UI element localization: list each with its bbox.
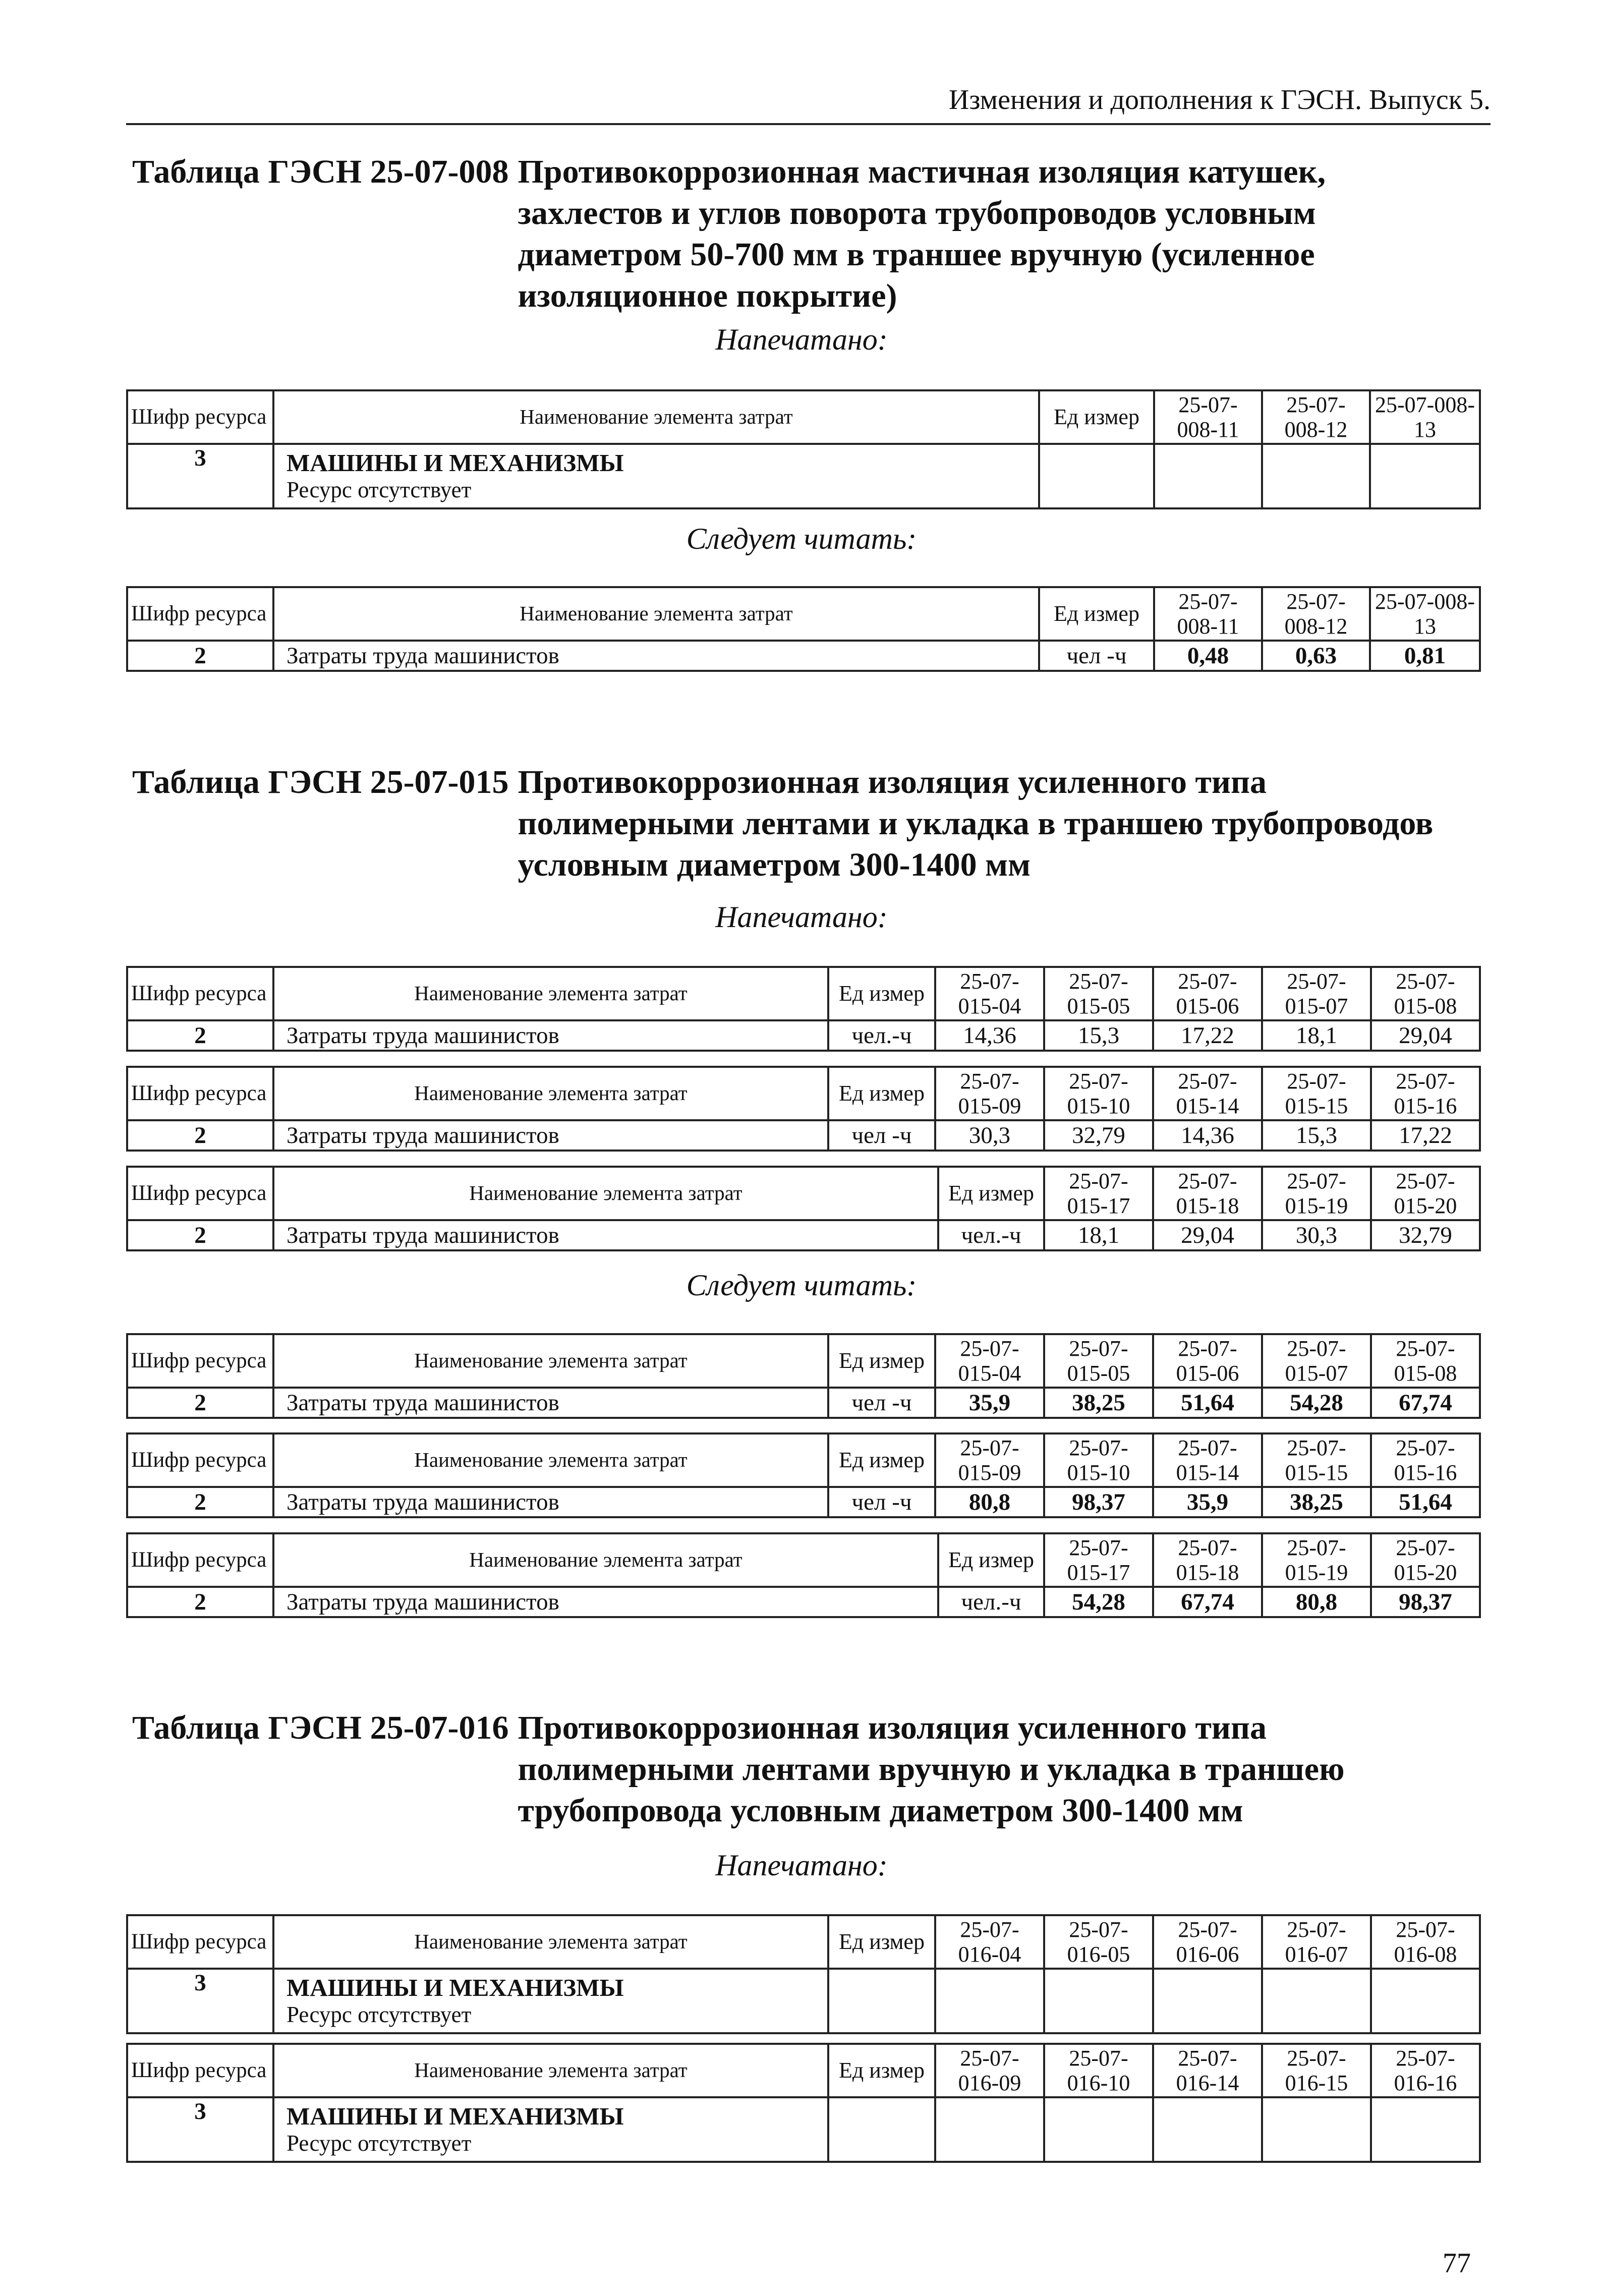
resource-code: 3 <box>127 444 273 508</box>
unit <box>828 2097 935 2162</box>
resource-note: Ресурс отсутствует <box>287 2131 472 2156</box>
table-row <box>127 1120 1480 1151</box>
col-norm-header: 25-07-015-18 <box>1153 1533 1262 1587</box>
value-cell <box>935 2097 1044 2162</box>
unit: чел.-ч <box>938 1220 1044 1250</box>
col-unit-header: Ед измер <box>938 1533 1044 1587</box>
value-cell: 67,74 <box>1153 1587 1262 1617</box>
resource-group-name: МАШИНЫ И МЕХАНИЗМЫ <box>287 449 624 477</box>
col-norm-header: 25-07-015-15 <box>1262 1067 1371 1120</box>
col-norm-header: 25-07-008-13 <box>1370 390 1480 444</box>
table-title-text: Противокоррозионная мастичная изоляция катушек, захлестов и углов поворота трубопроводов условным диаметром 50-700 мм в траншее вручную (усиленное изоляционное покрытие) <box>518 153 1326 314</box>
table-header-row <box>127 1334 1480 1388</box>
resource-table <box>126 966 1481 1052</box>
running-header: Изменения и дополнения к ГЭСН. Выпуск 5. <box>126 85 1491 125</box>
value-cell <box>1262 1969 1371 2033</box>
col-code-header: Шифр ресурса <box>127 1433 273 1487</box>
resource-code: 3 <box>127 2097 273 2162</box>
col-code-header: Шифр ресурса <box>127 1915 273 1969</box>
col-name-header: Наименование элемента затрат <box>273 1167 938 1220</box>
table-row <box>127 1020 1480 1051</box>
table-title-25-07-008 <box>132 151 1464 317</box>
resource-code: 2 <box>127 1388 273 1418</box>
col-code-header: Шифр ресурса <box>127 587 273 641</box>
table-header-row <box>127 390 1480 444</box>
value-cell: 29,04 <box>1371 1020 1480 1051</box>
resource-name-cell <box>273 2097 828 2162</box>
col-norm-header: 25-07-015-20 <box>1371 1167 1480 1220</box>
col-norm-header: 25-07-015-08 <box>1371 1334 1480 1388</box>
col-unit-header: Ед измер <box>938 1167 1044 1220</box>
col-norm-header: 25-07-015-10 <box>1044 1067 1153 1120</box>
col-norm-header: 25-07-015-07 <box>1262 967 1371 1020</box>
resource-code: 2 <box>127 1220 273 1250</box>
table-header-row <box>127 1433 1480 1487</box>
resource-code: 2 <box>127 1487 273 1517</box>
col-norm-header: 25-07-016-05 <box>1044 1915 1153 1969</box>
value-cell: 0,81 <box>1370 641 1480 671</box>
resource-code: 2 <box>127 641 273 671</box>
col-norm-header: 25-07-015-07 <box>1262 1334 1371 1388</box>
resource-note: Ресурс отсутствует <box>287 477 472 503</box>
table-row <box>127 1587 1480 1617</box>
resource-name: Затраты труда машинистов <box>273 641 1039 671</box>
resource-table <box>126 1914 1481 2034</box>
value-cell: 0,63 <box>1262 641 1370 671</box>
resource-code: 2 <box>127 1120 273 1151</box>
resource-code: 2 <box>127 1020 273 1051</box>
resource-table <box>126 389 1481 509</box>
value-cell <box>1153 1969 1262 2033</box>
col-norm-header: 25-07-015-14 <box>1153 1067 1262 1120</box>
resource-name-cell <box>273 1969 828 2033</box>
col-norm-header: 25-07-016-09 <box>935 2044 1044 2097</box>
col-norm-header: 25-07-015-19 <box>1262 1167 1371 1220</box>
resource-table <box>126 1166 1481 1251</box>
col-norm-header: 25-07-015-18 <box>1153 1167 1262 1220</box>
value-cell <box>1371 1969 1480 2033</box>
col-norm-header: 25-07-016-10 <box>1044 2044 1153 2097</box>
col-norm-header: 25-07-015-10 <box>1044 1433 1153 1487</box>
table-header-row <box>127 587 1480 641</box>
table-header-row <box>127 1533 1480 1587</box>
col-norm-header: 25-07-016-06 <box>1153 1915 1262 1969</box>
col-code-header: Шифр ресурса <box>127 2044 273 2097</box>
table-header-row <box>127 1915 1480 1969</box>
col-norm-header: 25-07-016-14 <box>1153 2044 1262 2097</box>
table-title-code: Таблица ГЭСН 25-07-015 <box>132 764 509 800</box>
col-name-header: Наименование элемента затрат <box>273 390 1039 444</box>
table-header-row <box>127 1167 1480 1220</box>
resource-name: Затраты труда машинистов <box>273 1120 828 1151</box>
value-cell <box>1153 2097 1262 2162</box>
table-title-25-07-016 <box>132 1707 1464 1831</box>
value-cell: 14,36 <box>935 1020 1044 1051</box>
value-cell: 18,1 <box>1262 1020 1371 1051</box>
col-name-header: Наименование элемента затрат <box>273 1433 828 1487</box>
col-norm-header: 25-07-015-20 <box>1371 1533 1480 1587</box>
col-norm-header: 25-07-015-15 <box>1262 1433 1371 1487</box>
table-row <box>127 1969 1480 2033</box>
printed-label: Напечатано: <box>715 900 888 934</box>
col-norm-header: 25-07-015-17 <box>1044 1533 1153 1587</box>
col-norm-header: 25-07-016-04 <box>935 1915 1044 1969</box>
col-unit-header: Ед измер <box>828 2044 935 2097</box>
col-unit-header: Ед измер <box>828 1433 935 1487</box>
col-norm-header: 25-07-015-16 <box>1371 1067 1480 1120</box>
col-norm-header: 25-07-015-17 <box>1044 1167 1153 1220</box>
col-unit-header: Ед измер <box>828 967 935 1020</box>
value-cell <box>935 1969 1044 2033</box>
resource-group-name: МАШИНЫ И МЕХАНИЗМЫ <box>287 1974 624 2002</box>
col-norm-header: 25-07-008-13 <box>1370 587 1480 641</box>
value-cell: 17,22 <box>1371 1120 1480 1151</box>
table-header-row <box>127 967 1480 1020</box>
value-cell: 18,1 <box>1044 1220 1153 1250</box>
col-name-header: Наименование элемента затрат <box>273 1915 828 1969</box>
col-name-header: Наименование элемента затрат <box>273 1334 828 1388</box>
table-title-25-07-015 <box>132 762 1464 886</box>
resource-group-name: МАШИНЫ И МЕХАНИЗМЫ <box>287 2102 624 2131</box>
col-name-header: Наименование элемента затрат <box>273 1533 938 1587</box>
resource-name-cell <box>273 444 1039 508</box>
col-norm-header: 25-07-008-11 <box>1154 390 1262 444</box>
printed-label: Напечатано: <box>715 1849 888 1882</box>
col-norm-header: 25-07-008-11 <box>1154 587 1262 641</box>
col-norm-header: 25-07-015-08 <box>1371 967 1480 1020</box>
col-code-header: Шифр ресурса <box>127 967 273 1020</box>
col-code-header: Шифр ресурса <box>127 1334 273 1388</box>
table-row <box>127 1388 1480 1418</box>
value-cell: 67,74 <box>1371 1388 1480 1418</box>
table-title-code: Таблица ГЭСН 25-07-008 <box>132 153 509 190</box>
resource-note: Ресурс отсутствует <box>287 2002 472 2028</box>
value-cell <box>1371 2097 1480 2162</box>
col-code-header: Шифр ресурса <box>127 1533 273 1587</box>
col-norm-header: 25-07-015-16 <box>1371 1433 1480 1487</box>
col-norm-header: 25-07-016-07 <box>1262 1915 1371 1969</box>
value-cell: 32,79 <box>1371 1220 1480 1250</box>
col-unit-header: Ед измер <box>1039 390 1154 444</box>
value-cell <box>1044 1969 1153 2033</box>
table-header-row <box>127 2044 1480 2097</box>
value-cell: 30,3 <box>1262 1220 1371 1250</box>
col-unit-header: Ед измер <box>828 1334 935 1388</box>
value-cell <box>1044 2097 1153 2162</box>
value-cell: 51,64 <box>1371 1487 1480 1517</box>
col-unit-header: Ед измер <box>1039 587 1154 641</box>
col-norm-header: 25-07-015-09 <box>935 1433 1044 1487</box>
col-norm-header: 25-07-008-12 <box>1262 390 1370 444</box>
value-cell <box>1154 444 1262 508</box>
value-cell: 80,8 <box>935 1487 1044 1517</box>
unit <box>828 1969 935 2033</box>
value-cell: 51,64 <box>1153 1388 1262 1418</box>
value-cell: 32,79 <box>1044 1120 1153 1151</box>
value-cell: 30,3 <box>935 1120 1044 1151</box>
page-number: 77 <box>1443 2248 1471 2279</box>
resource-code: 2 <box>127 1587 273 1617</box>
resource-name: Затраты труда машинистов <box>273 1587 938 1617</box>
col-norm-header: 25-07-015-04 <box>935 1334 1044 1388</box>
resource-table <box>126 1333 1481 1419</box>
value-cell: 35,9 <box>1153 1487 1262 1517</box>
col-name-header: Наименование элемента затрат <box>273 2044 828 2097</box>
unit: чел.-ч <box>828 1020 935 1051</box>
table-row <box>127 1487 1480 1517</box>
col-code-header: Шифр ресурса <box>127 1067 273 1120</box>
unit: чел.-ч <box>938 1587 1044 1617</box>
col-norm-header: 25-07-015-05 <box>1044 967 1153 1020</box>
resource-code: 3 <box>127 1969 273 2033</box>
col-name-header: Наименование элемента затрат <box>273 1067 828 1120</box>
value-cell: 35,9 <box>935 1388 1044 1418</box>
col-norm-header: 25-07-016-15 <box>1262 2044 1371 2097</box>
read-label: Следует читать: <box>686 1269 917 1302</box>
value-cell: 98,37 <box>1371 1587 1480 1617</box>
col-unit-header: Ед измер <box>828 1915 935 1969</box>
table-row <box>127 444 1480 508</box>
resource-table <box>126 1532 1481 1618</box>
value-cell: 15,3 <box>1044 1020 1153 1051</box>
table-title-text: Противокоррозионная изоляция усиленного типа полимерными лентами вручную и укладка в траншею трубопровода условным диаметром 300-1400 мм <box>518 1709 1345 1829</box>
value-cell: 54,28 <box>1262 1388 1371 1418</box>
table-row <box>127 641 1480 671</box>
col-norm-header: 25-07-016-08 <box>1371 1915 1480 1969</box>
resource-table <box>126 1066 1481 1152</box>
value-cell: 38,25 <box>1044 1388 1153 1418</box>
resource-table <box>126 2043 1481 2163</box>
col-norm-header: 25-07-016-16 <box>1371 2044 1480 2097</box>
value-cell: 17,22 <box>1153 1020 1262 1051</box>
value-cell: 15,3 <box>1262 1120 1371 1151</box>
unit: чел -ч <box>828 1388 935 1418</box>
resource-name: Затраты труда машинистов <box>273 1487 828 1517</box>
col-unit-header: Ед измер <box>828 1067 935 1120</box>
col-norm-header: 25-07-015-06 <box>1153 967 1262 1020</box>
table-title-text: Противокоррозионная изоляция усиленного типа полимерными лентами и укладка в траншею трубопроводов условным диаметром 300-1400 мм <box>518 764 1434 883</box>
value-cell: 14,36 <box>1153 1120 1262 1151</box>
unit: чел -ч <box>828 1120 935 1151</box>
table-row <box>127 2097 1480 2162</box>
col-code-header: Шифр ресурса <box>127 1167 273 1220</box>
unit <box>1039 444 1154 508</box>
col-norm-header: 25-07-015-06 <box>1153 1334 1262 1388</box>
resource-name: Затраты труда машинистов <box>273 1220 938 1250</box>
col-code-header: Шифр ресурса <box>127 390 273 444</box>
printed-label: Напечатано: <box>715 323 888 356</box>
resource-table <box>126 1432 1481 1518</box>
resource-name: Затраты труда машинистов <box>273 1388 828 1418</box>
col-name-header: Наименование элемента затрат <box>273 967 828 1020</box>
resource-table <box>126 586 1481 672</box>
col-name-header: Наименование элемента затрат <box>273 587 1039 641</box>
col-norm-header: 25-07-015-05 <box>1044 1334 1153 1388</box>
value-cell <box>1262 444 1370 508</box>
col-norm-header: 25-07-015-14 <box>1153 1433 1262 1487</box>
value-cell: 29,04 <box>1153 1220 1262 1250</box>
resource-name: Затраты труда машинистов <box>273 1020 828 1051</box>
table-header-row <box>127 1067 1480 1120</box>
value-cell: 0,48 <box>1154 641 1262 671</box>
table-row <box>127 1220 1480 1250</box>
unit: чел -ч <box>1039 641 1154 671</box>
value-cell: 38,25 <box>1262 1487 1371 1517</box>
col-norm-header: 25-07-015-09 <box>935 1067 1044 1120</box>
table-title-code: Таблица ГЭСН 25-07-016 <box>132 1709 509 1746</box>
value-cell <box>1370 444 1480 508</box>
col-norm-header: 25-07-008-12 <box>1262 587 1370 641</box>
read-label: Следует читать: <box>686 522 917 555</box>
value-cell: 54,28 <box>1044 1587 1153 1617</box>
value-cell: 98,37 <box>1044 1487 1153 1517</box>
value-cell: 80,8 <box>1262 1587 1371 1617</box>
col-norm-header: 25-07-015-04 <box>935 967 1044 1020</box>
unit: чел -ч <box>828 1487 935 1517</box>
value-cell <box>1262 2097 1371 2162</box>
col-norm-header: 25-07-015-19 <box>1262 1533 1371 1587</box>
